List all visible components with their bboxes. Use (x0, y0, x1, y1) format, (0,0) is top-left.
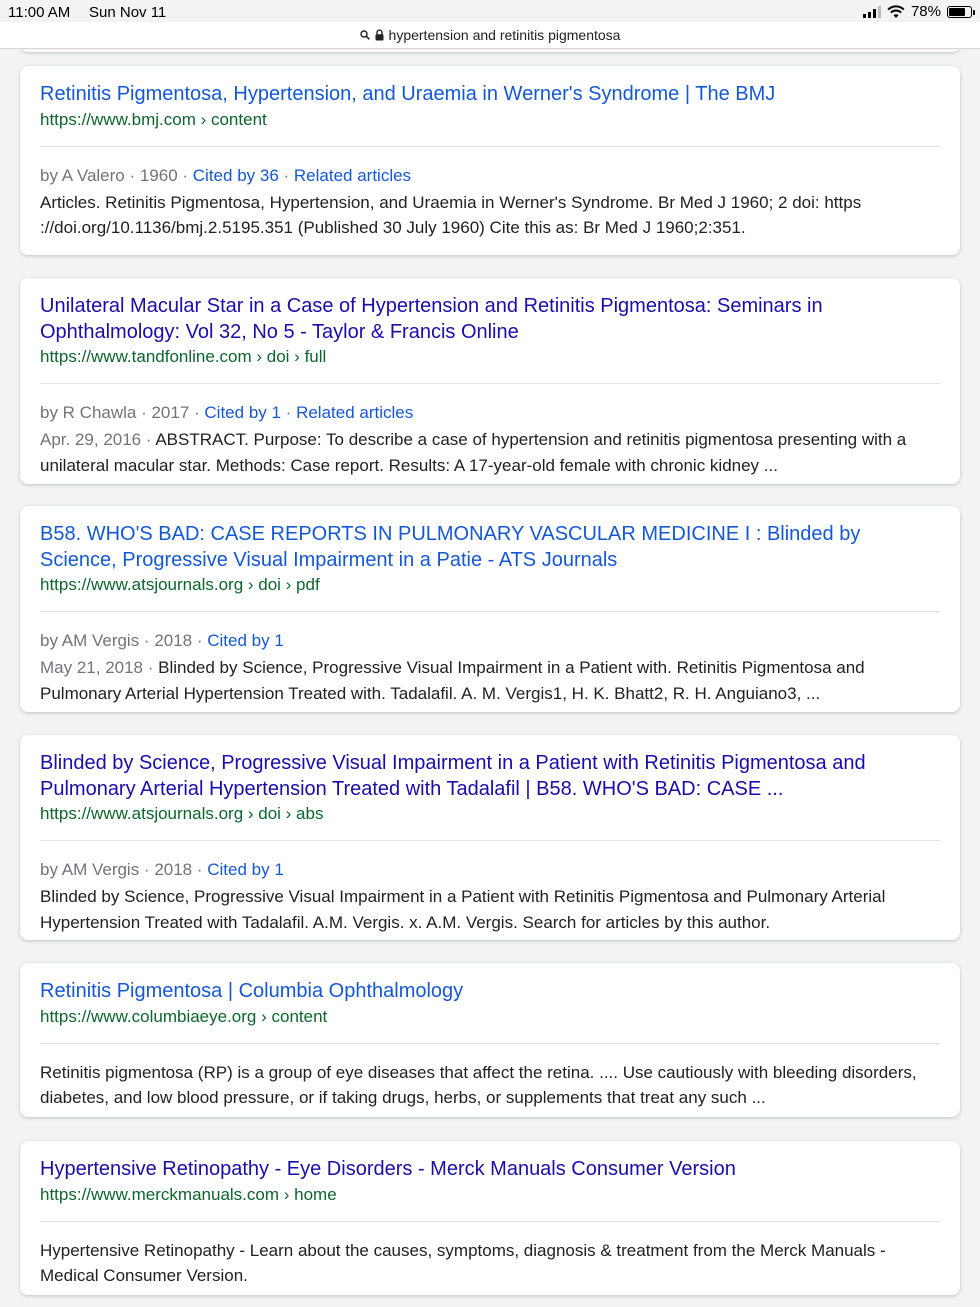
result-title-link[interactable]: Retinitis Pigmentosa, Hypertension, and Uraemia in Werner's Syndrome | The BMJ (40, 83, 776, 105)
result-divider (40, 383, 940, 384)
lock-icon (375, 29, 384, 41)
result-snippet-text: Hypertensive Retinopathy - Learn about the causes, symptoms, diagnosis & treatment from the Merck Manuals - Medical Consumer Version. (40, 1240, 886, 1285)
result-meta (40, 859, 940, 881)
result-title-link[interactable]: Hypertensive Retinopathy - Eye Disorders - Merck Manuals Consumer Version (40, 1158, 736, 1180)
meta-separator: · (278, 165, 294, 185)
cited-by-link[interactable]: Cited by 1 (207, 860, 284, 879)
search-results-page (0, 50, 980, 1307)
result-snippet (40, 427, 940, 478)
result-card (20, 66, 960, 255)
result-divider (40, 1043, 940, 1044)
result-card (20, 963, 960, 1117)
related-articles-link[interactable]: Related articles (293, 165, 412, 185)
result-url[interactable]: https://www.tandfonline.com › doi › full (40, 347, 327, 366)
result-title-link[interactable]: Blinded by Science, Progressive Visual Impairment in a Patient with Retinitis Pigmentosa and Pulmonary Arterial Hypertension Treated with Tadalafil | B58. WHO'S BAD: CASE ... (40, 752, 866, 800)
result-author-year: by R Chawla · 2017 · (40, 403, 205, 422)
result-url[interactable]: https://www.merckmanuals.com › home (40, 1184, 337, 1204)
cited-by-link[interactable]: Cited by 1 (204, 403, 281, 422)
result-url[interactable]: https://www.bmj.com › content (40, 109, 267, 129)
result-snippet (40, 1238, 940, 1289)
result-divider (40, 840, 940, 841)
result-snippet (40, 1060, 940, 1111)
result-date: May 21, 2018 · (40, 658, 159, 677)
result-snippet-text: Blinded by Science, Progressive Visual Impairment in a Patient with Retinitis Pigmentosa and Pulmonary Arterial Hypertension Treated with Tadalafil. A.M. Vergis. x. A.M. Vergis. Search for articles by this author. (40, 887, 886, 932)
result-snippet-text: Retinitis pigmentosa (RP) is a group of eye diseases that affect the retina. .... Use cautiously with bleeding disorders, diabetes, and low blood pressure, or if taking drugs, herbs, or supplements that treat any such ... (40, 1062, 917, 1107)
result-date: Apr. 29, 2016 · (40, 430, 156, 449)
status-bar (0, 0, 980, 22)
result-meta (40, 630, 940, 652)
result-title-link[interactable]: Retinitis Pigmentosa | Columbia Ophthalmology (40, 980, 464, 1002)
result-meta (40, 402, 940, 424)
battery-percent: 78% (910, 3, 941, 20)
result-snippet (40, 190, 940, 241)
status-right (863, 3, 972, 20)
result-divider (40, 611, 940, 612)
cited-by-link[interactable]: Cited by 1 (207, 631, 284, 650)
result-author-year: by AM Vergis · 2018 · (40, 860, 208, 879)
related-articles-link[interactable]: Related articles (296, 403, 414, 422)
result-snippet-text: ABSTRACT. Purpose: To describe a case of hypertension and retinitis pigmentosa presenting with a unilateral macular star. Methods: Case report. Results: A 17-year-old female with chronic kidney ... (40, 430, 907, 475)
result-card (20, 506, 960, 712)
result-snippet (40, 884, 940, 935)
result-snippet-text: Blinded by Science, Progressive Visual Impairment in a Patient with. Retinitis Pigmentosa and Pulmonary Arterial Hypertension Treated with. Tadalafil. A. M. Vergis1, H. K. Bhatt2, R. H. Anguiano3, ... (40, 658, 865, 703)
result-title-link[interactable]: Unilateral Macular Star in a Case of Hypertension and Retinitis Pigmentosa: Seminars in Ophthalmology: Vol 32, No 5 - Taylor & Francis Online (40, 295, 823, 343)
result-url[interactable]: https://www.columbiaeye.org › content (40, 1006, 328, 1026)
result-snippet (40, 655, 940, 706)
cited-by-link[interactable]: Cited by 36 (192, 165, 279, 185)
cellular-signal-icon (863, 6, 881, 18)
meta-separator: · (280, 403, 297, 422)
result-author-year: by A Valero · 1960 · (40, 165, 193, 185)
battery-fill (949, 8, 965, 16)
result-meta (40, 165, 940, 187)
result-author-year: by AM Vergis · 2018 · (40, 631, 208, 650)
battery-icon (947, 6, 972, 18)
status-date: Sun Nov 11 (89, 4, 167, 21)
result-title-link[interactable]: B58. WHO'S BAD: CASE REPORTS IN PULMONARY VASCULAR MEDICINE I : Blinded by Science, Progressive Visual Impairment in a Patie - ATS Journals (40, 523, 861, 571)
url-bar[interactable] (0, 22, 980, 49)
result-card (20, 278, 960, 484)
previous-result-card-edge (20, 50, 960, 52)
status-time: 11:00 AM (8, 4, 71, 21)
result-snippet-text: Articles. Retinitis Pigmentosa, Hypertension, and Uraemia in Werner's Syndrome. Br Med J 1960; 2 doi: https ://doi.org/10.1136/bmj.2.5195.351 (Published 30 July 1960) Cite this as: Br Med J 1960;2:351. (40, 192, 862, 237)
result-url[interactable]: https://www.atsjournals.org › doi › abs (40, 804, 324, 823)
result-card (20, 735, 960, 940)
result-divider (40, 146, 940, 147)
result-url[interactable]: https://www.atsjournals.org › doi › pdf (40, 575, 320, 594)
result-card (20, 1141, 960, 1295)
search-icon (360, 30, 370, 40)
result-divider (40, 1221, 940, 1222)
wifi-icon (887, 5, 905, 19)
url-query: hypertension and retinitis pigmentosa (388, 27, 621, 43)
